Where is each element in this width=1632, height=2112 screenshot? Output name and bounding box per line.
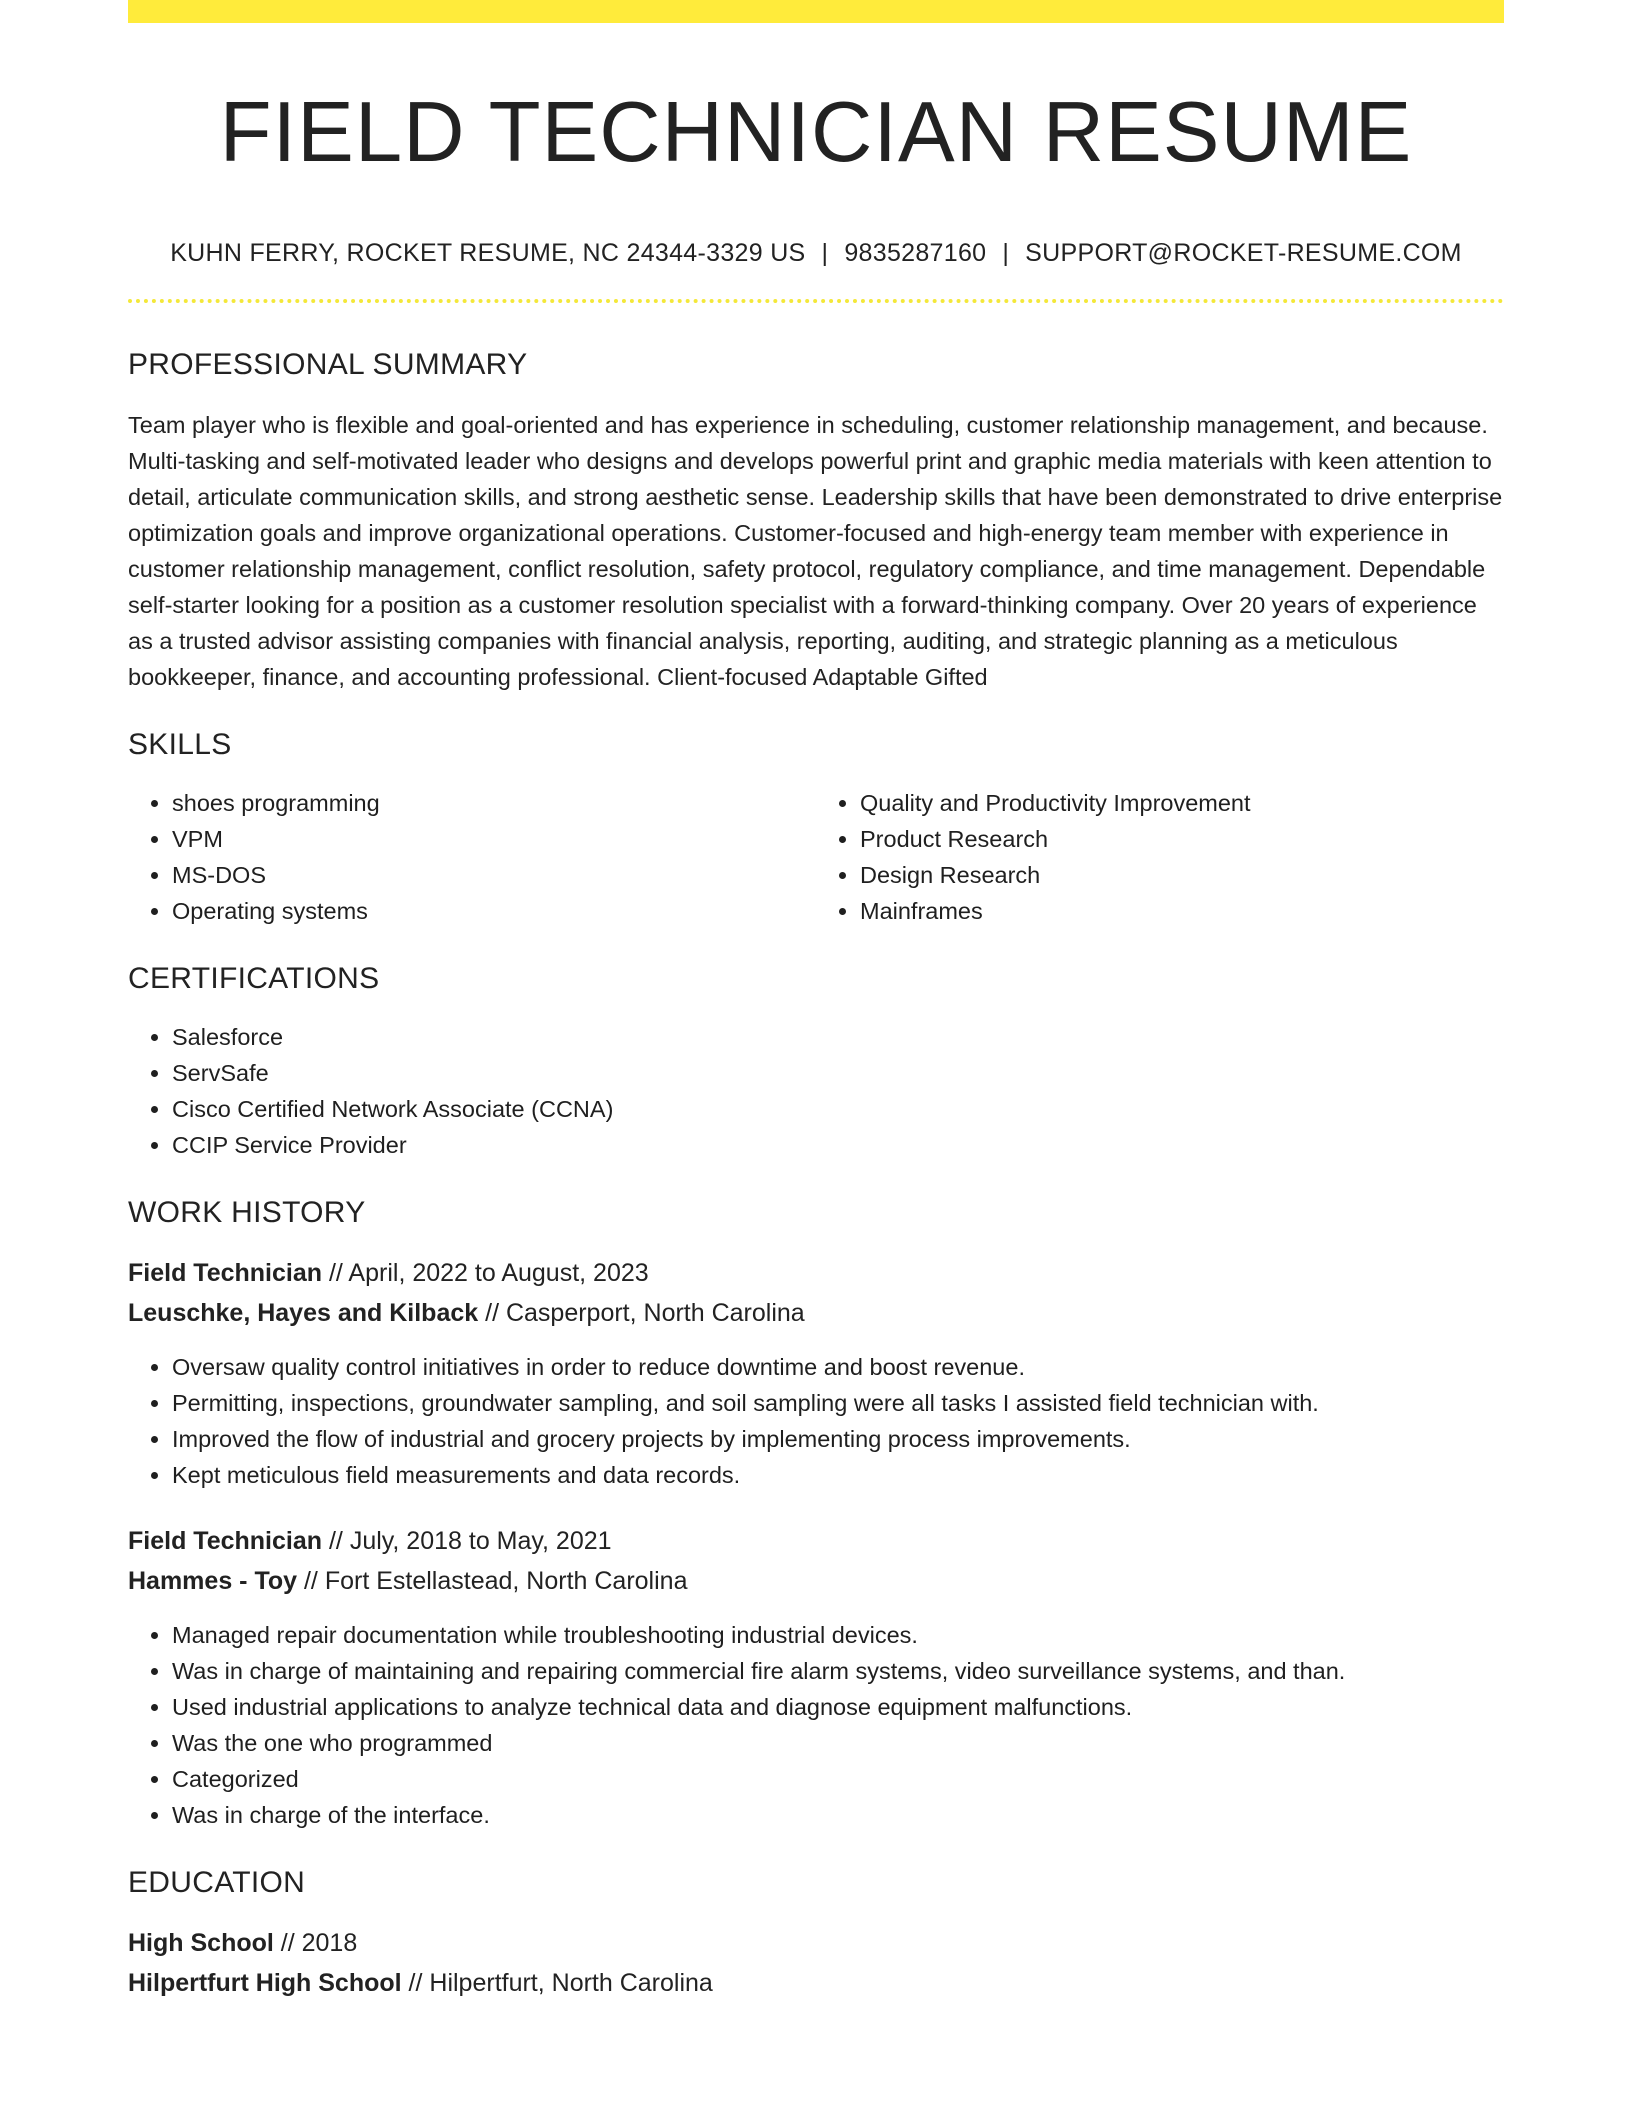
job-dates: // July, 2018 to May, 2021: [322, 1527, 612, 1555]
job-bullet: • Categorized: [172, 1761, 1504, 1797]
skills-section: [128, 727, 1504, 929]
skill-item: • Product Research: [860, 821, 1504, 857]
skill-item: • shoes programming: [172, 785, 816, 821]
skills-list-right: [816, 785, 1504, 929]
summary-heading: PROFESSIONAL SUMMARY: [128, 348, 528, 381]
job-bullet: • Managed repair documentation while troubleshooting industrial devices.: [172, 1617, 1504, 1653]
certifications-section: [128, 961, 1504, 1163]
education-degree: High School: [128, 1929, 274, 1957]
job-bullet: • Oversaw quality control initiatives in order to reduce downtime and boost revenue.: [172, 1349, 1504, 1385]
resume-page: [128, 0, 1504, 2003]
job-company: Hammes - Toy: [128, 1567, 298, 1595]
certification-item: • Cisco Certified Network Associate (CCNA): [172, 1091, 1504, 1127]
skill-item: • Design Research: [860, 857, 1504, 893]
contact-line: [128, 237, 1504, 269]
job-title: Field Technician: [128, 1259, 323, 1287]
job-entry: [128, 1521, 1504, 1833]
contact-separator: |: [1002, 239, 1010, 267]
work-history-section: [128, 1195, 1504, 1833]
skills-list-left: [128, 785, 816, 929]
skills-grid: [128, 785, 1504, 929]
job-company-line: [128, 1293, 1504, 1333]
job-bullet: • Kept meticulous field measurements and data records.: [172, 1457, 1504, 1493]
skills-heading: SKILLS: [128, 728, 232, 761]
job-company-line: [128, 1561, 1504, 1601]
job-location: // Casperport, North Carolina: [478, 1299, 805, 1327]
contact-email: SUPPORT@ROCKET-RESUME.COM: [1025, 239, 1462, 267]
job-bullet: • Was the one who programmed: [172, 1725, 1504, 1761]
job-title-line: [128, 1253, 1504, 1293]
certification-item: • Salesforce: [172, 1019, 1504, 1055]
job-bullets: [128, 1349, 1504, 1493]
education-entry: [128, 1923, 1504, 2003]
job-title-line: [128, 1521, 1504, 1561]
job-bullet: • Used industrial applications to analyze technical data and diagnose equipment malfunctions.: [172, 1689, 1504, 1725]
job-entry: [128, 1253, 1504, 1493]
contact-separator: |: [821, 239, 829, 267]
education-school: Hilpertfurt High School: [128, 1969, 402, 1997]
summary-text: Team player who is flexible and goal-oriented and has experience in scheduling, customer relationship management, and because. Multi-tasking and self-motivated leader who designs and develops powerful print and graphic media materials with keen attention to detail, articulate communication skills, and strong aesthetic sense. Leadership skills that have been demonstrated to drive enterprise optimization goals and improve organizational operations. Customer-focused and high-energy team member with experience in customer relationship management, conflict resolution, safety protocol, regulatory compliance, and time management. Dependable self-starter looking for a position as a customer resolution specialist with a forward-thinking company. Over 20 years of experience as a trusted advisor assisting companies with financial analysis, reporting, auditing, and strategic planning as a meticulous bookkeeper, finance, and accounting professional. Client-focused Adaptable Gifted: [128, 412, 1503, 690]
education-school-line: [128, 1963, 1504, 2003]
contact-address: KUHN FERRY, ROCKET RESUME, NC 24344-3329 US: [170, 239, 806, 267]
job-bullet: • Was in charge of the interface.: [172, 1797, 1504, 1833]
summary-section: [128, 347, 1504, 695]
skill-item: • Quality and Productivity Improvement: [860, 785, 1504, 821]
job-dates: // April, 2022 to August, 2023: [322, 1259, 649, 1287]
job-company: Leuschke, Hayes and Kilback: [128, 1299, 479, 1327]
skill-item: • Mainframes: [860, 893, 1504, 929]
resume-title: FIELD TECHNICIAN RESUME: [219, 85, 1413, 180]
certification-item: • ServSafe: [172, 1055, 1504, 1091]
education-heading: EDUCATION: [128, 1866, 306, 1899]
education-degree-line: [128, 1923, 1504, 1963]
education-year: // 2018: [273, 1929, 358, 1957]
education-location: // Hilpertfurt, North Carolina: [401, 1969, 713, 1997]
job-bullet: • Permitting, inspections, groundwater sampling, and soil sampling were all tasks I assisted field technician with.: [172, 1385, 1504, 1421]
accent-bar: [128, 0, 1504, 23]
certification-item: • CCIP Service Provider: [172, 1127, 1504, 1163]
work-history-heading: WORK HISTORY: [128, 1196, 366, 1229]
dotted-divider: [128, 299, 1504, 303]
job-bullet: • Was in charge of maintaining and repairing commercial fire alarm systems, video surveillance systems, and than.: [172, 1653, 1504, 1689]
contact-phone: 9835287160: [844, 239, 987, 267]
skill-item: • VPM: [172, 821, 816, 857]
skill-item: • MS-DOS: [172, 857, 816, 893]
job-bullets: [128, 1617, 1504, 1833]
skill-item: • Operating systems: [172, 893, 816, 929]
job-title: Field Technician: [128, 1527, 323, 1555]
education-section: [128, 1865, 1504, 2003]
job-bullet: • Improved the flow of industrial and grocery projects by implementing process improvements.: [172, 1421, 1504, 1457]
certifications-list: [128, 1019, 1504, 1163]
certifications-heading: CERTIFICATIONS: [128, 962, 380, 995]
job-location: // Fort Estellastead, North Carolina: [297, 1567, 688, 1595]
